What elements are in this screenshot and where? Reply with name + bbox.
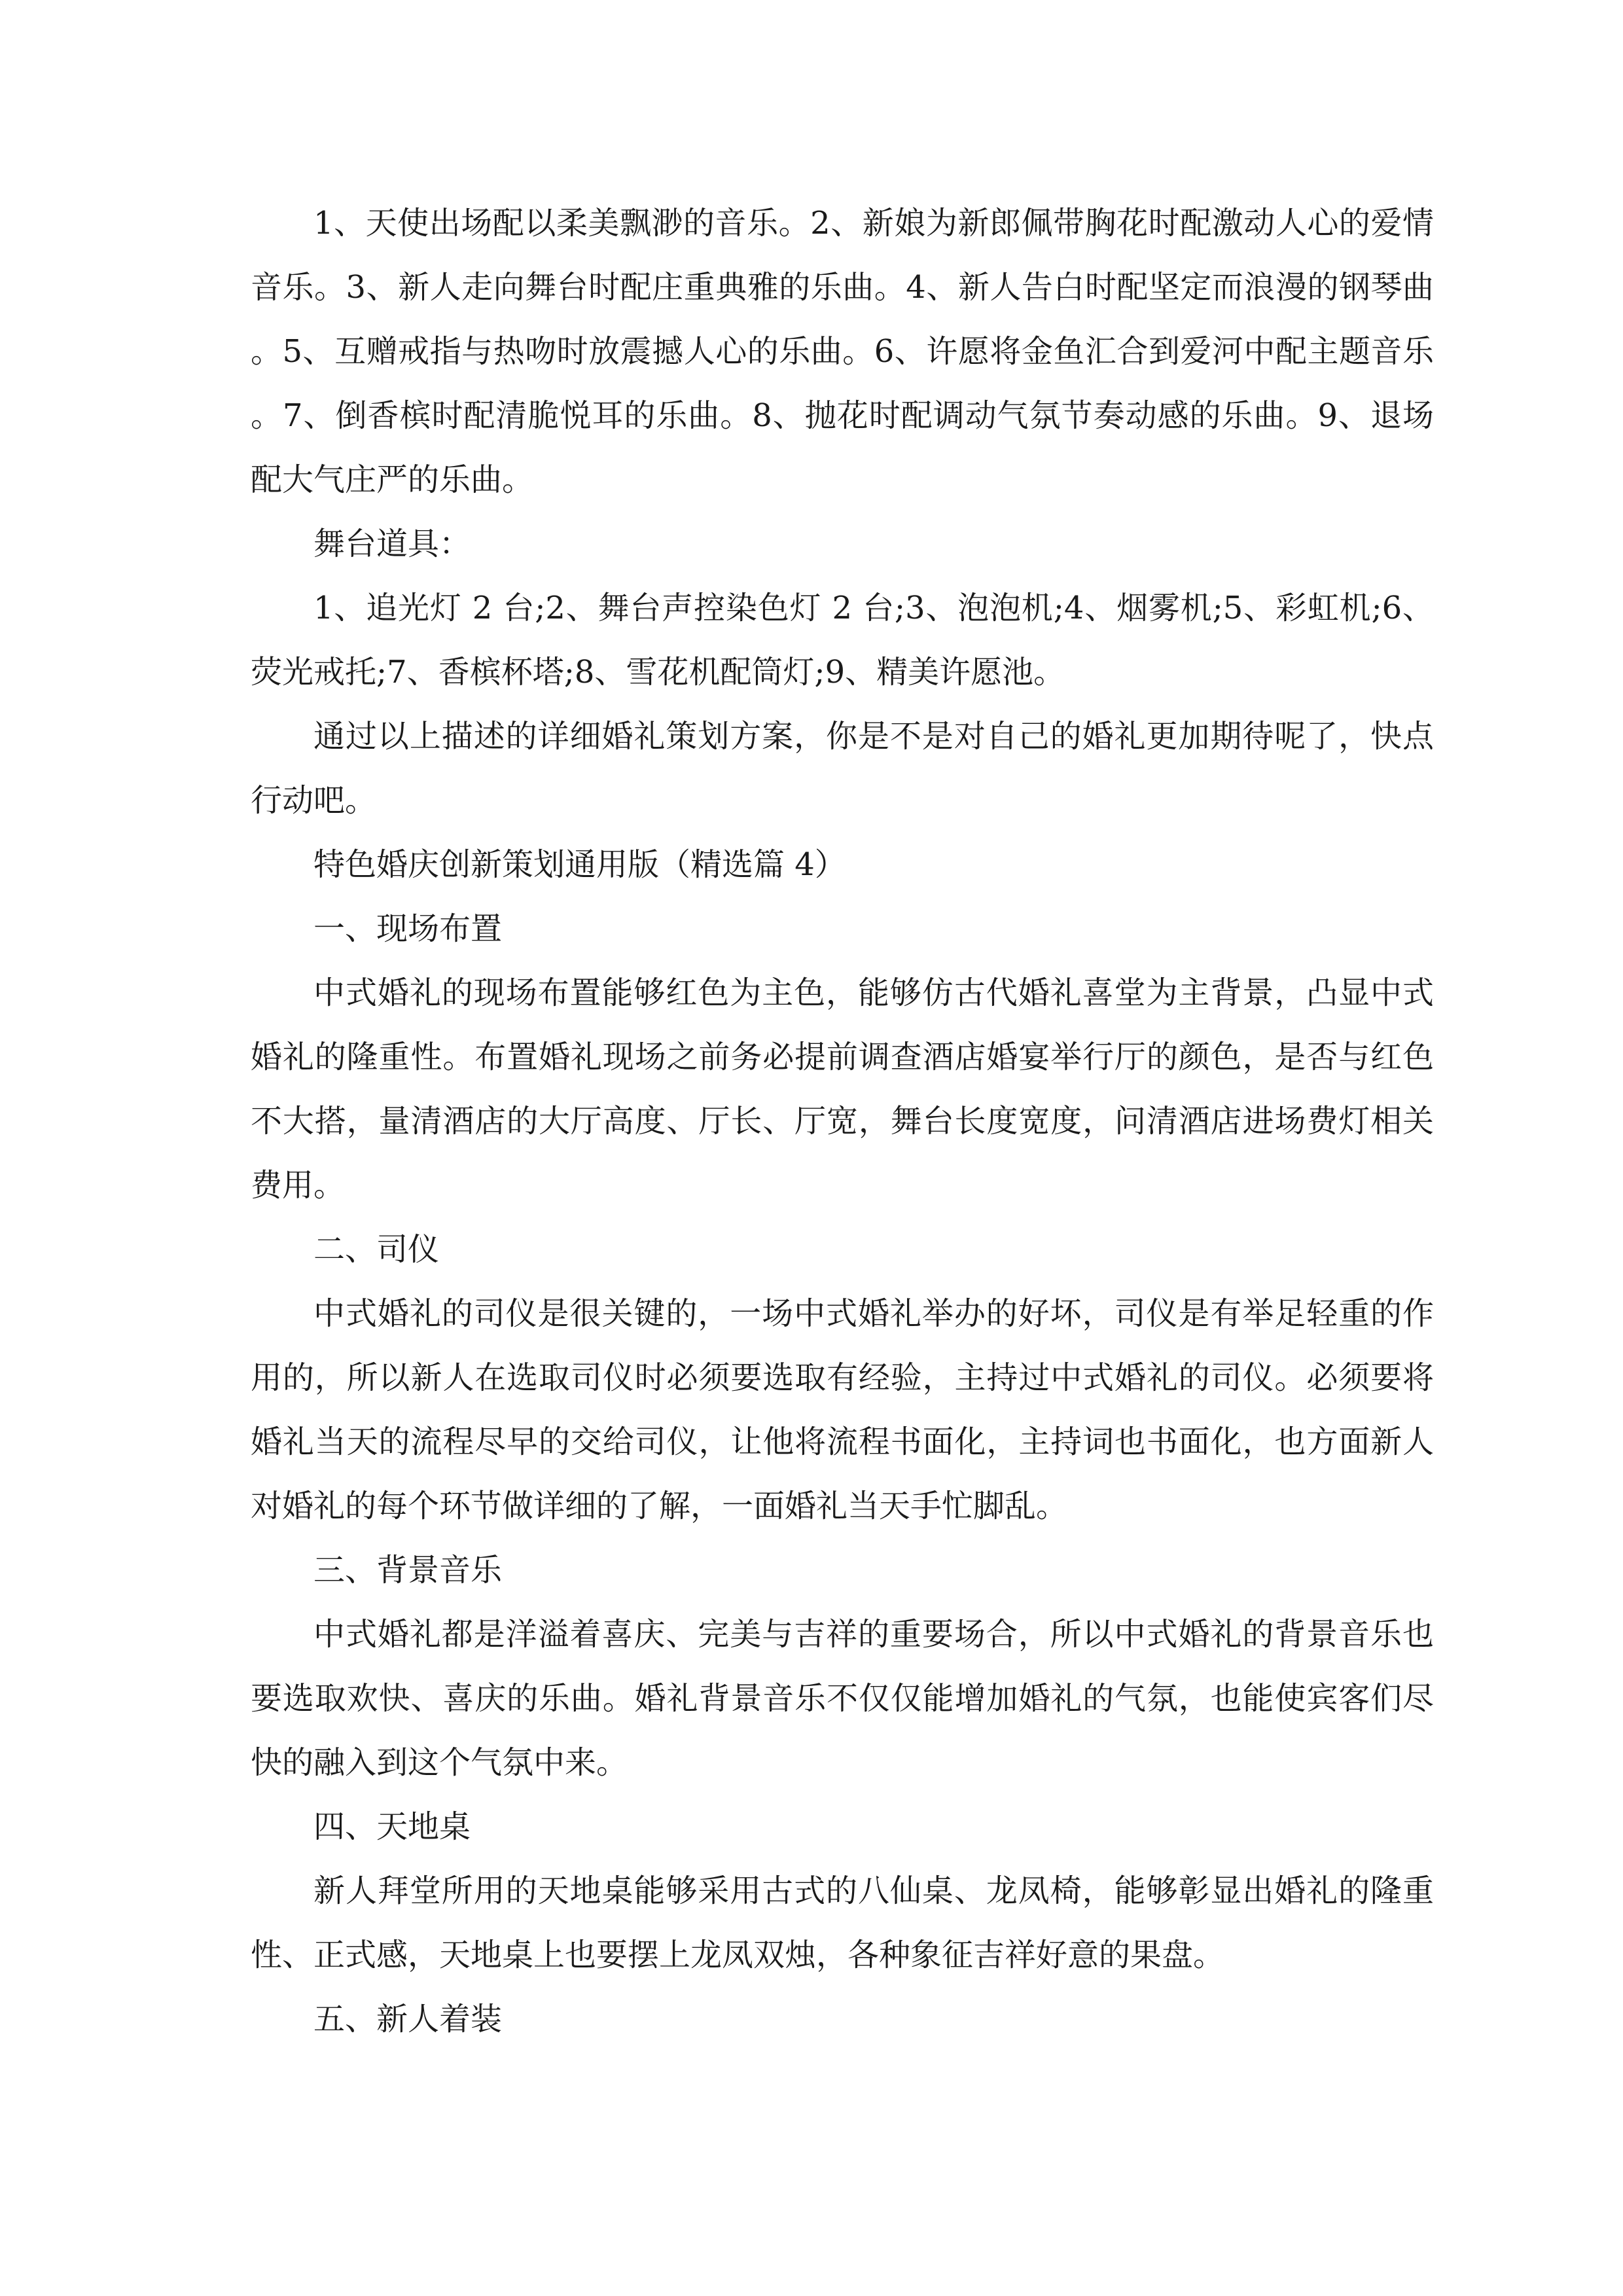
heading-stage-props: 舞台道具： bbox=[313, 526, 471, 562]
document-body bbox=[251, 191, 1434, 2051]
heading-heaven-earth-table: 四、天地桌 bbox=[313, 1808, 471, 1845]
heading-couple-attire: 五、新人着装 bbox=[313, 2001, 503, 2037]
paragraph-venue-setup: 中式婚礼的现场布置能够红色为主色，能够仿古代婚礼喜堂为主背景，凸显中式婚礼的隆重性。布置婚礼现场之前务必提前调查酒店婚宴举行厅的颜色，是否与红色不大搭，量清酒店的大厅高度、厅长、厅宽，舞台长度宽度，问清酒店进场费灯相关费用。 bbox=[251, 975, 1434, 1204]
heading-host: 二、司仪 bbox=[313, 1231, 440, 1268]
paragraph-music-arrangement: 1、天使出场配以柔美飘渺的音乐。2、新娘为新郎佩带胸花时配激动人心的爱情音乐。3、新人走向舞台时配庄重典雅的乐曲。4、新人告白时配坚定而浪漫的钢琴曲。5、互赠戒指与热吻时放震撼人心的乐曲。6、许愿将金鱼汇合到爱河中配主题音乐。7、倒香槟时配清脆悦耳的乐曲。8、抛花时配调动气氛节奏动感的乐曲。9、退场配大气庄严的乐曲。 bbox=[251, 205, 1434, 498]
paragraph-stage-props-list: 1、追光灯 2 台;2、舞台声控染色灯 2 台;3、泡泡机;4、烟雾机;5、彩虹机;6、荧光戒托;7、香槟杯塔;8、雪花机配筒灯;9、精美许愿池。 bbox=[251, 590, 1434, 691]
paragraph-background-music: 中式婚礼都是洋溢着喜庆、完美与吉祥的重要场合，所以中式婚礼的背景音乐也要选取欢快、喜庆的乐曲。婚礼背景音乐不仅仅能增加婚礼的气氛，也能使宾客们尽快的融入到这个气氛中来。 bbox=[251, 1616, 1434, 1781]
section-title-chapter-4: 特色婚庆创新策划通用版（精选篇 4） bbox=[313, 846, 846, 883]
heading-venue-setup: 一、现场布置 bbox=[313, 910, 503, 947]
paragraph-host: 中式婚礼的司仪是很关键的，一场中式婚礼举办的好坏，司仪是有举足轻重的作用的，所以新人在选取司仪时必须要选取有经验，主持过中式婚礼的司仪。必须要将婚礼当天的流程尽早的交给司仪，让他将流程书面化，主持词也书面化，也方面新人对婚礼的每个环节做详细的了解，一面婚礼当天手忙脚乱。 bbox=[251, 1295, 1434, 1524]
paragraph-heaven-earth-table: 新人拜堂所用的天地桌能够采用古式的八仙桌、龙凤椅，能够彰显出婚礼的隆重性、正式感，天地桌上也要摆上龙凤双烛，各种象征吉祥好意的果盘。 bbox=[251, 1873, 1434, 1973]
heading-background-music: 三、背景音乐 bbox=[313, 1552, 503, 1588]
paragraph-conclusion: 通过以上描述的详细婚礼策划方案，你是不是对自己的婚礼更加期待呢了，快点行动吧。 bbox=[251, 718, 1434, 819]
